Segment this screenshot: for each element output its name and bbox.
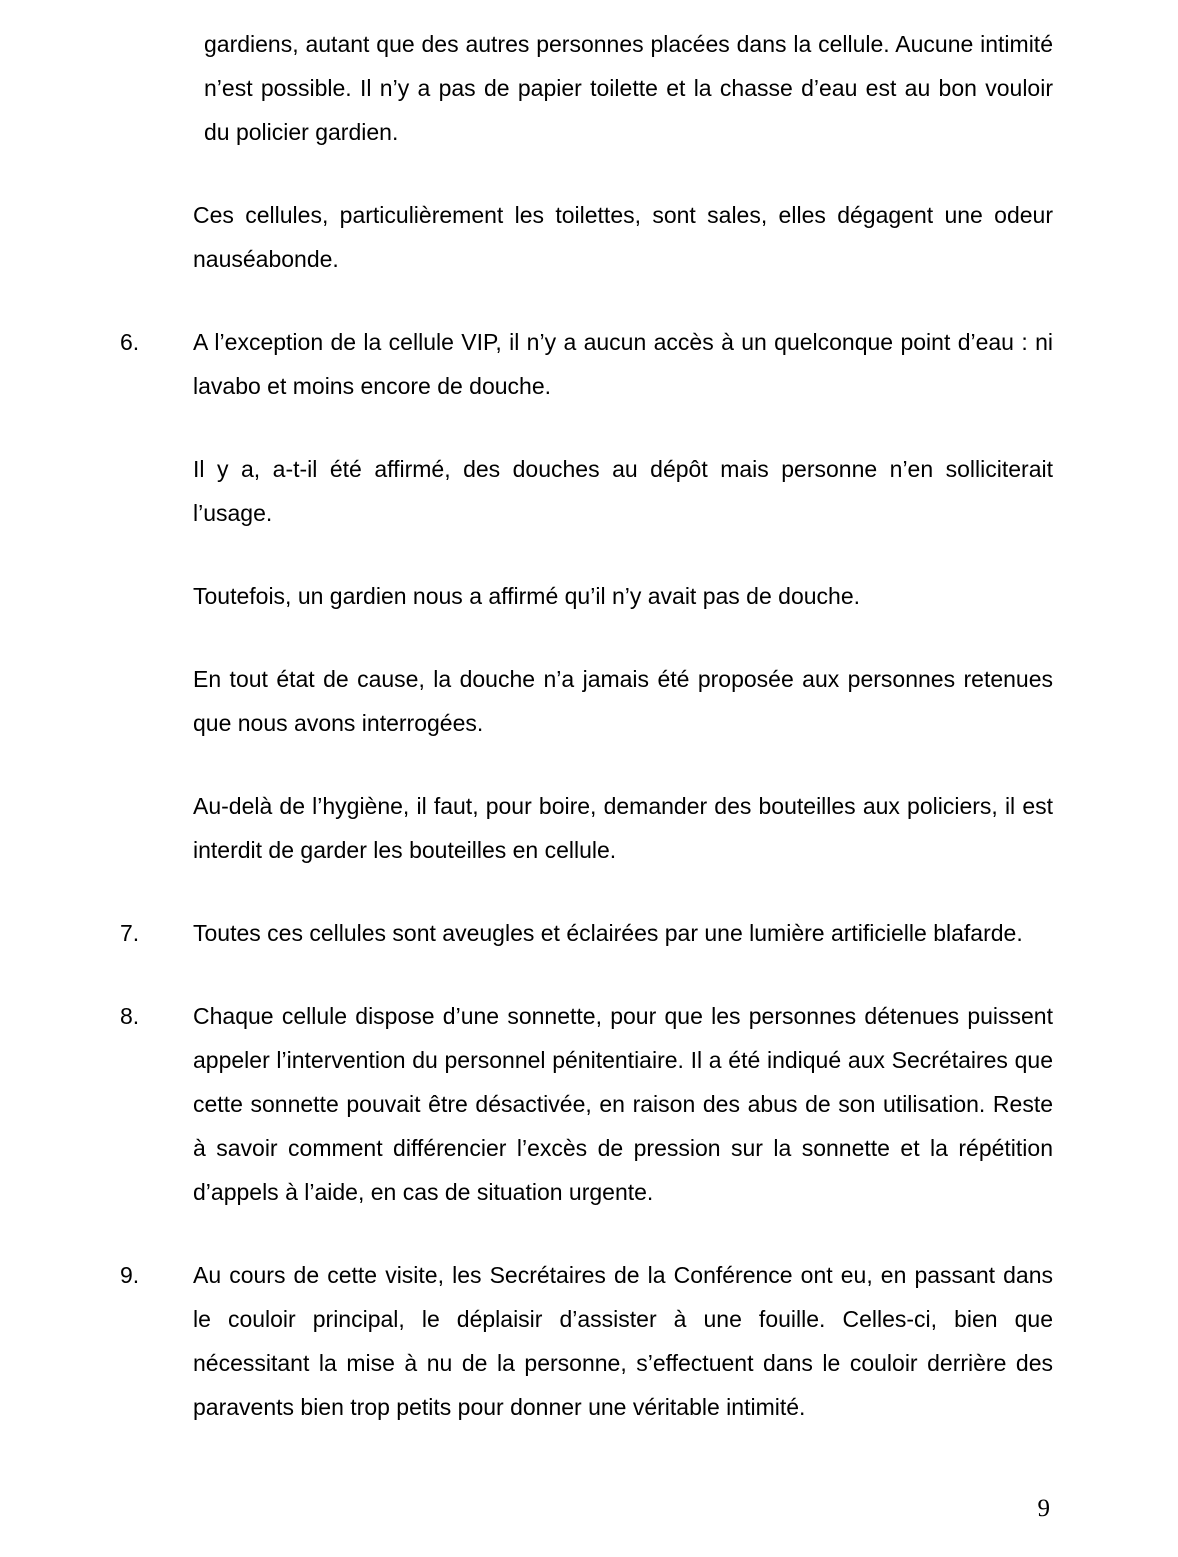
- paragraph-item-6: [120, 320, 1053, 408]
- paragraph-item-7: [120, 911, 1053, 955]
- paragraph-number: 6.: [120, 329, 140, 355]
- paragraph-item-8: [120, 994, 1053, 1214]
- paragraph-text: gardiens, autant que des autres personnes placées dans la cellule. Aucune intimité n’est possible. Il n’y a pas de papier toilette et la chasse d’eau est au bon vouloir du policier gardien.: [204, 31, 1053, 145]
- paragraph-number: 9.: [120, 1262, 140, 1288]
- document-body: [120, 22, 1053, 1468]
- paragraph-number: 8.: [120, 1003, 140, 1029]
- paragraph-text: Au cours de cette visite, les Secrétaires de la Conférence ont eu, en passant dans le couloir principal, le déplaisir d’assister à une fouille. Celles-ci, bien que nécessitant la mise à nu de la personne, s’effectuent dans le couloir derrière des paravents bien trop petits pour donner une véritable intimité.: [193, 1262, 1053, 1420]
- paragraph-text: Il y a, a-t-il été affirmé, des douches au dépôt mais personne n’en solliciterait l’usage.: [193, 456, 1053, 526]
- paragraph-text: Au-delà de l’hygiène, il faut, pour boire, demander des bouteilles aux policiers, il est interdit de garder les bouteilles en cellule.: [193, 793, 1053, 863]
- paragraph: [120, 193, 1053, 281]
- paragraph: [120, 784, 1053, 872]
- paragraph-continuation: [120, 22, 1053, 154]
- paragraph-number: 7.: [120, 920, 140, 946]
- paragraph-text: Chaque cellule dispose d’une sonnette, pour que les personnes détenues puissent appeler l’intervention du personnel pénitentiaire. Il a été indiqué aux Secrétaires que cette sonnette pouvait être désactivée, en raison des abus de son utilisation. Reste à savoir comment différencier l’excès de pression sur la sonnette et la répétition d’appels à l’aide, en cas de situation urgente.: [193, 1003, 1053, 1205]
- paragraph-text: Toutes ces cellules sont aveugles et éclairées par une lumière artificielle blafarde.: [193, 920, 1023, 946]
- paragraph-text: Toutefois, un gardien nous a affirmé qu’il n’y avait pas de douche.: [193, 583, 860, 609]
- page-number: 9: [1037, 1495, 1050, 1522]
- paragraph-text: Ces cellules, particulièrement les toilettes, sont sales, elles dégagent une odeur nauséabonde.: [193, 202, 1053, 272]
- paragraph-item-9: [120, 1253, 1053, 1429]
- paragraph: [120, 447, 1053, 535]
- paragraph-text: En tout état de cause, la douche n’a jamais été proposée aux personnes retenues que nous avons interrogées.: [193, 666, 1053, 736]
- paragraph-text: A l’exception de la cellule VIP, il n’y a aucun accès à un quelconque point d’eau : ni lavabo et moins encore de douche.: [193, 329, 1053, 399]
- paragraph: [120, 574, 1053, 618]
- paragraph: [120, 657, 1053, 745]
